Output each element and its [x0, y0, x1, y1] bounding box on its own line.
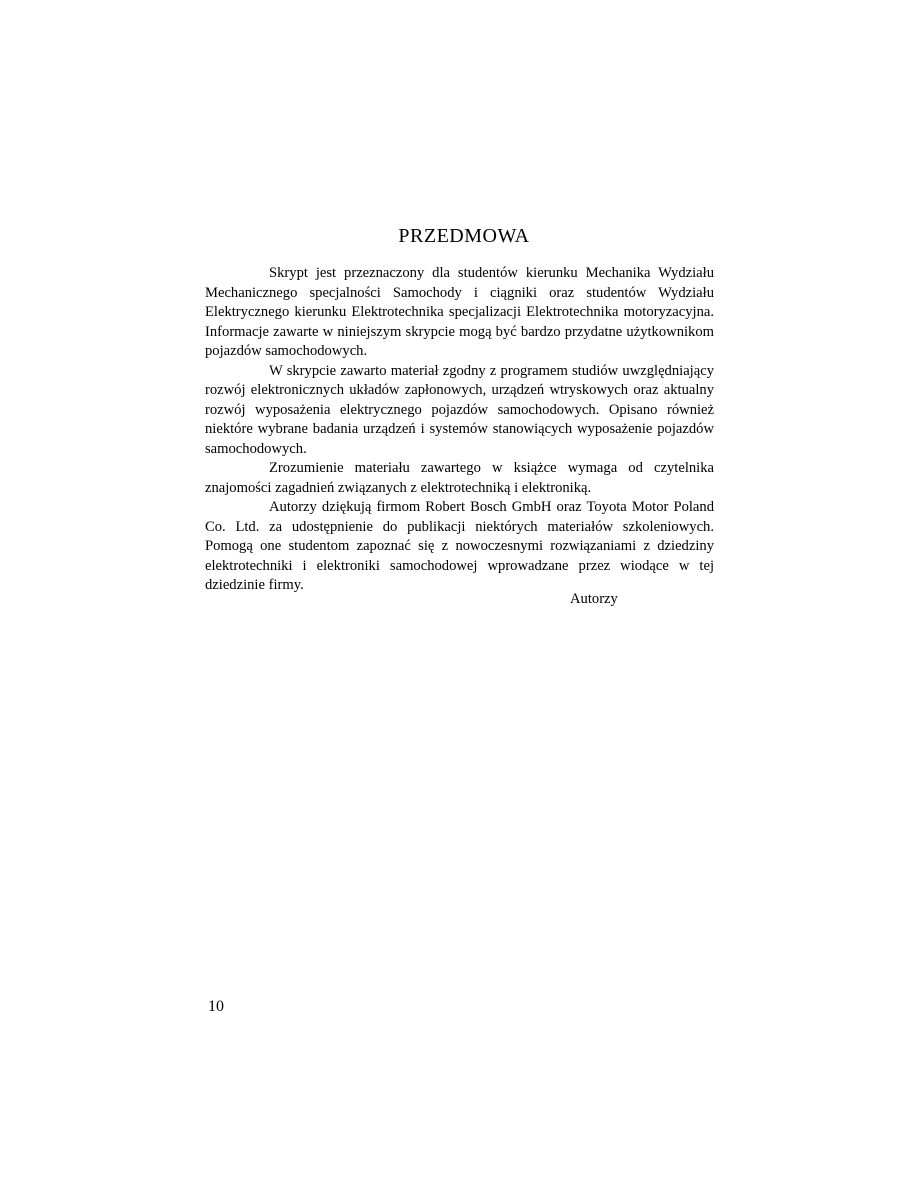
paragraph-2: W skrypcie zawarto materiał zgodny z programem studiów uwzględniający rozwój elektronicznych układów zapłonowych, urządzeń wtryskowych oraz aktualny rozwój wyposażenia elektrycznego pojazdów samochodowych. Opisano również niektóre wybrane badania urządzeń i systemów stanowiących wyposażenie pojazdów samochodowych.: [205, 362, 714, 457]
paragraph-1: Skrypt jest przeznaczony dla studentów kierunku Mechanika Wydziału Mechanicznego specjalności Samochody i ciągniki oraz studentów Wydziału Elektrycznego kierunku Elektrotechnika specjalizacji Elektrotechnika motoryzacyjna. Informacje zawarte w niniejszym skrypcie mogą być bardzo przydatne użytkownikom pojazdów samochodowych.: [205, 265, 714, 359]
preface-body: [205, 264, 714, 596]
page-number: 10: [208, 998, 224, 1015]
page-title: PRZEDMOWA: [398, 225, 530, 247]
paragraph-3: Zrozumienie materiału zawartego w książce wymaga od czytelnika znajomości zagadnień związanych z elektrotechniką i elektroniką.: [205, 460, 714, 496]
signature: Autorzy: [570, 591, 618, 607]
paragraph-4: Autorzy dziękują firmom Robert Bosch GmbH oraz Toyota Motor Poland Co. Ltd. za udostępnienie do publikacji niektórych materiałów szkoleniowych. Pomogą one studentom zapoznać się z nowoczesnymi rozwiązaniami z dziedziny elektrotechniki i elektroniki samochodowej wprowadzane przez wiodące w tej dziedzinie firmy.: [205, 499, 714, 593]
